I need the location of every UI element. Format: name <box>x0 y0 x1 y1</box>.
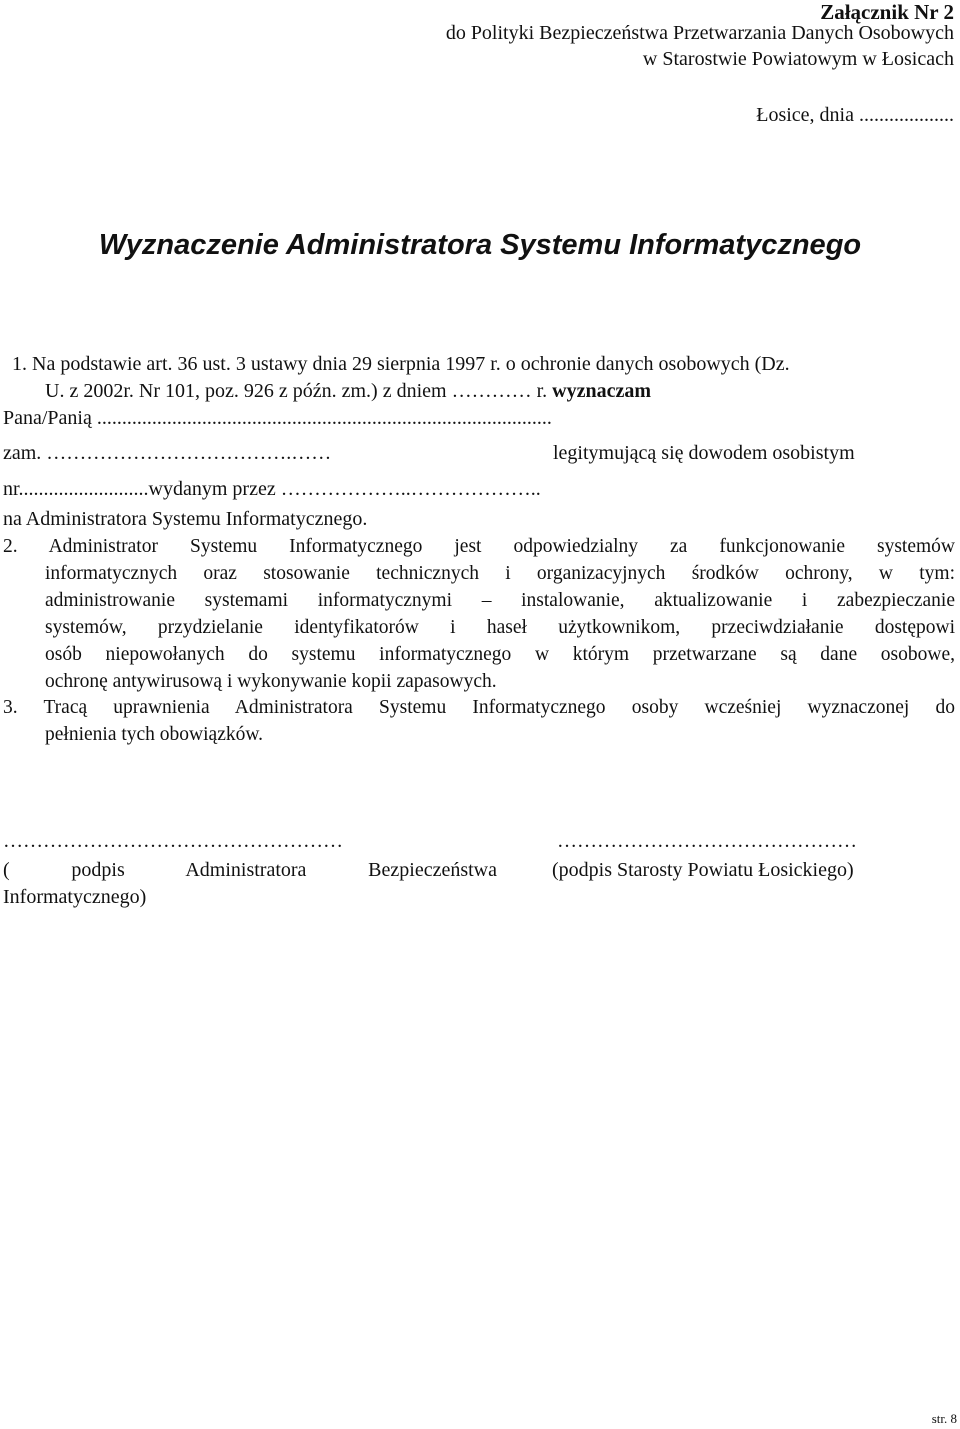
paragraph2-line3: administrowanie systemami informatycznymi – instalowanie, aktualizowanie i zabezpieczanie <box>45 590 955 611</box>
paragraph3-line1: 3. Tracą uprawnienia Administratora Systemu Informatycznego osoby wcześniej wyznaczonej do <box>3 697 955 718</box>
paragraph1-id-text: legitymującą się dowodem osobistym <box>553 442 855 464</box>
signature-line-left: …………………………………………… <box>3 830 343 852</box>
paragraph2-line1: 2. Administrator Systemu Informatycznego jest odpowiedzialny za funkcjonowanie systemów <box>3 536 955 557</box>
signature-label-left-line1: ( podpis Administratora Bezpieczeństwa <box>3 859 497 881</box>
annex-title: Załącznik Nr 2 <box>820 0 954 24</box>
annex-subtitle-line2: w Starostwie Powiatowym w Łosicach <box>642 48 954 70</box>
page-number: str. 8 <box>931 1411 957 1426</box>
signature-label-left-line2: Informatycznego) <box>3 886 147 908</box>
paragraph3-line2: pełnienia tych obowiązków. <box>45 724 264 745</box>
place-date: Łosice, dnia ................... <box>756 104 954 126</box>
paragraph1-address-line: zam. ……………………………….…… <box>3 442 332 464</box>
paragraph1-role-line: na Administratora Systemu Informatycznego. <box>3 508 368 530</box>
paragraph2-line6: ochronę antywirusową i wykonywanie kopii zapasowych. <box>45 671 497 692</box>
signature-line-right: ……………………………………… <box>557 830 857 852</box>
paragraph1-id-number-line: nr..........................wydanym przez ………………..……………….. <box>3 478 541 500</box>
paragraph1-designate-word: wyznaczam <box>552 380 651 402</box>
paragraph2-line4: systemów, przydzielanie identyfikatorów i haseł użytkownikom, przeciwdziałanie dostępowi <box>45 617 955 638</box>
paragraph1-name-line: Pana/Panią ........................................................................................... <box>3 407 552 429</box>
paragraph1-line2 <box>45 380 651 403</box>
paragraph1-line1: 1. Na podstawie art. 36 ust. 3 ustawy dnia 29 sierpnia 1997 r. o ochronie danych osobowych (Dz. <box>12 353 790 375</box>
document-title: Wyznaczenie Administratora Systemu Informatycznego <box>98 229 862 261</box>
annex-subtitle-line1: do Polityki Bezpieczeństwa Przetwarzania Danych Osobowych <box>445 22 954 44</box>
signature-label-right: (podpis Starosty Powiatu Łosickiego) <box>552 859 854 881</box>
paragraph2-line5: osób niepowołanych do systemu informatycznego w którym przetwarzane są dane osobowe, <box>45 644 955 665</box>
paragraph1-line2-text: U. z 2002r. Nr 101, poz. 926 z późn. zm.) z dniem ………… r. <box>45 380 553 402</box>
paragraph2-line2: informatycznych oraz stosowanie technicznych i organizacyjnych środków ochrony, w tym: <box>45 563 955 584</box>
